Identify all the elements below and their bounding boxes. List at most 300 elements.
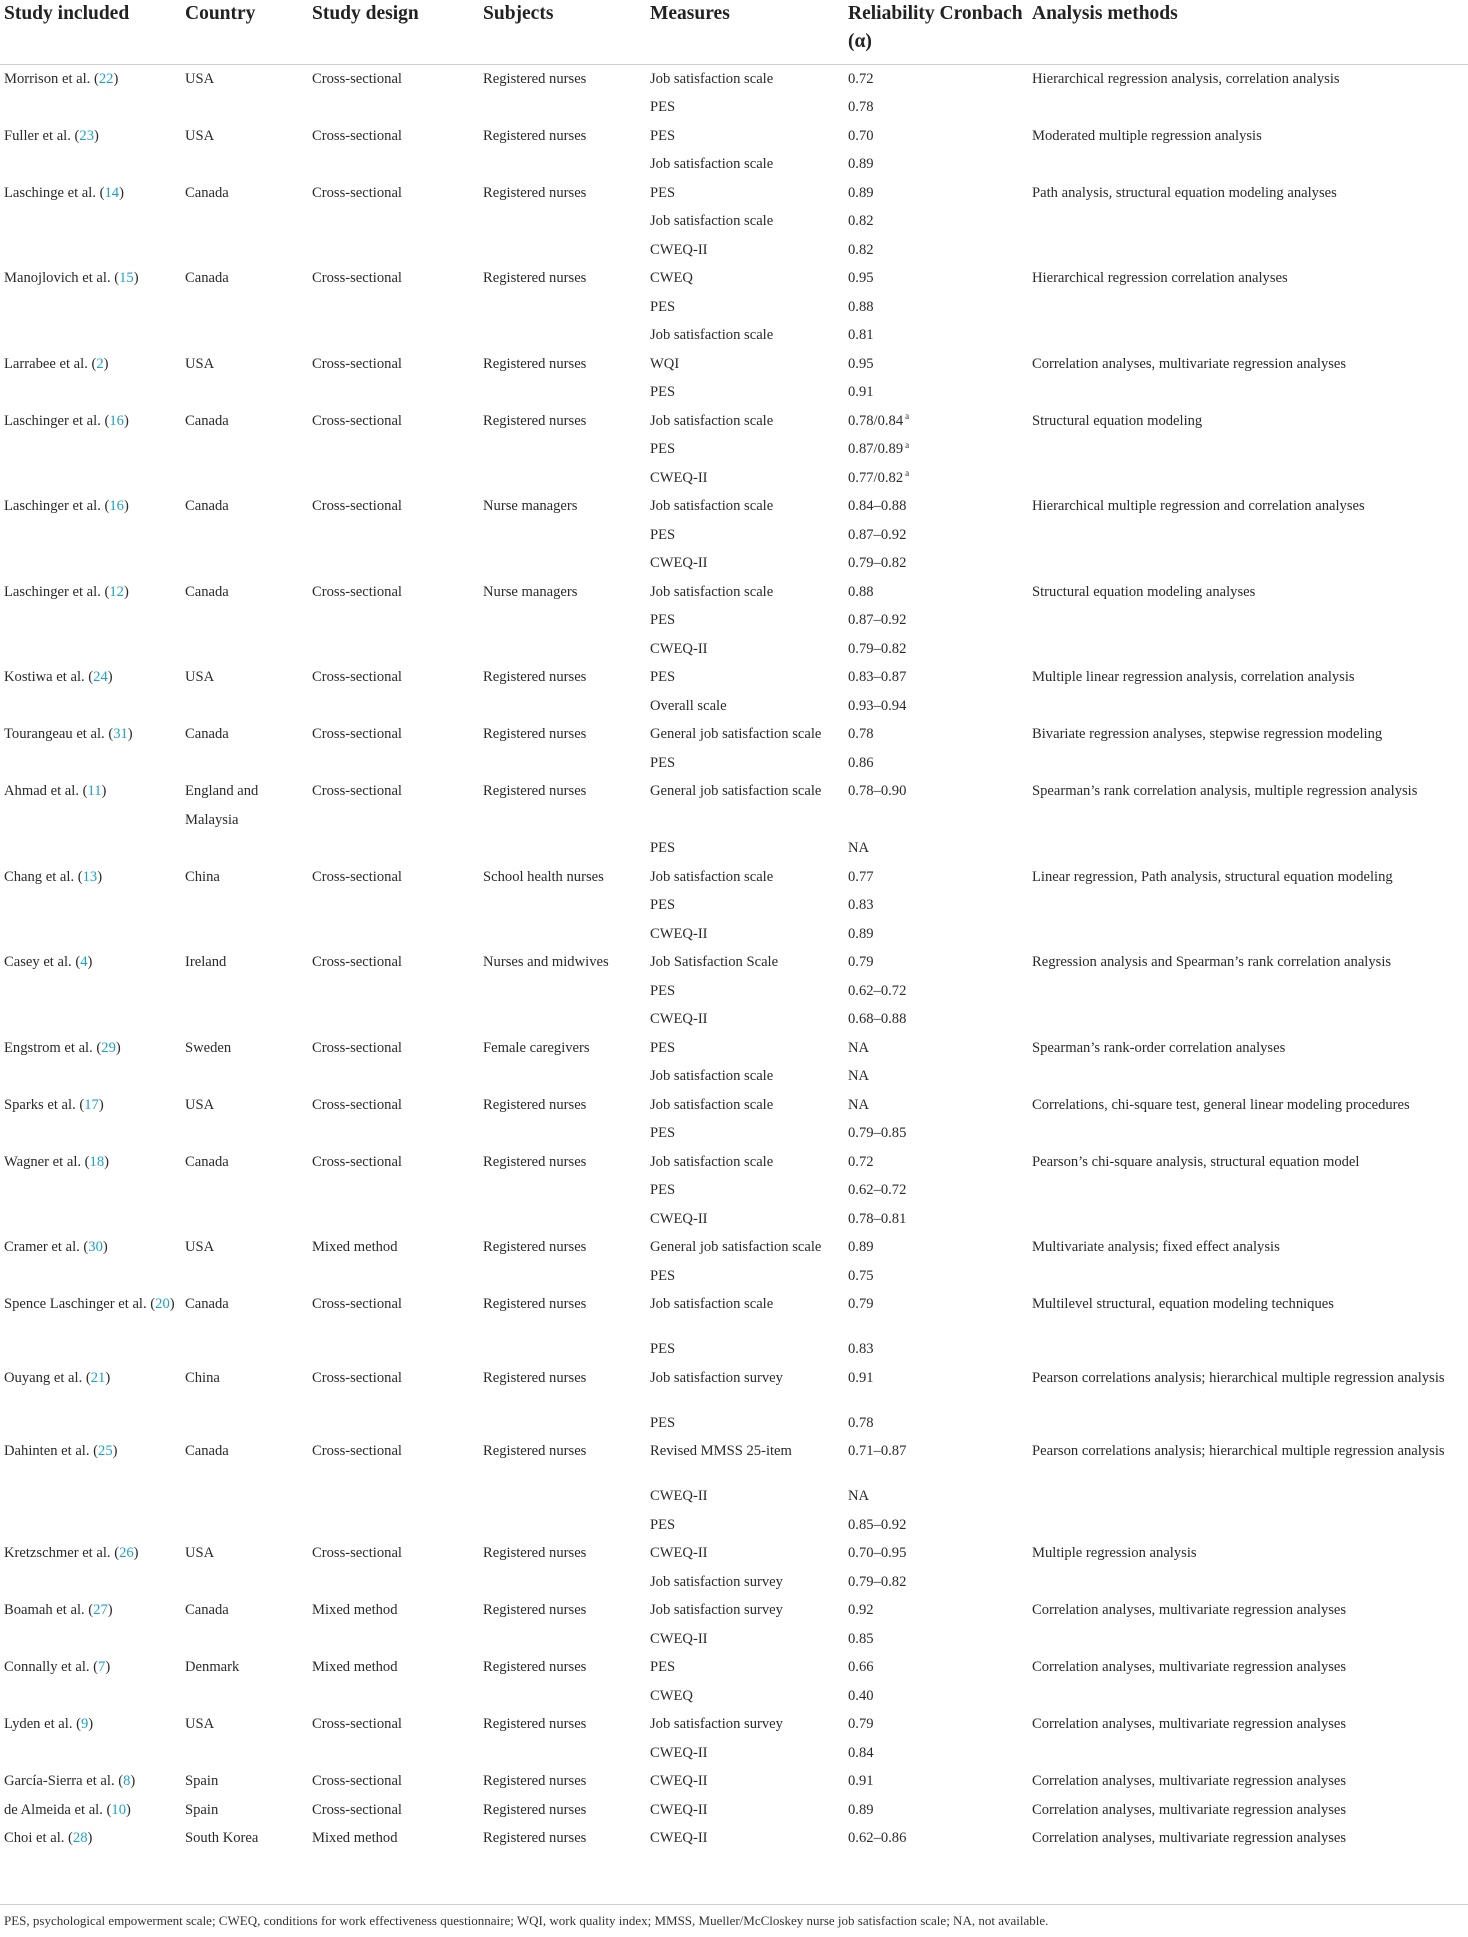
- reliability-value: 0.83: [848, 897, 874, 914]
- cell-reliability: [848, 150, 1032, 179]
- cell-country: [185, 635, 312, 664]
- cell-study-design: [312, 891, 483, 920]
- cell-country: USA: [185, 669, 215, 686]
- cell-study: [0, 1682, 185, 1711]
- cell-study: [0, 1596, 185, 1625]
- reliability-value: 0.79–0.82: [848, 555, 907, 572]
- reliability-value: 0.79: [848, 954, 874, 971]
- cell-reliability: [848, 1409, 1032, 1438]
- cell-study: [0, 350, 185, 379]
- cell-analysis: [1032, 521, 1468, 550]
- cell-measure: Job satisfaction scale: [650, 1068, 774, 1085]
- cell-study-design: [312, 207, 483, 236]
- cell-study: [0, 407, 185, 436]
- cell-subjects: [483, 749, 650, 778]
- cell-study: [0, 1148, 185, 1177]
- close-paren: ): [127, 726, 133, 743]
- reliability-value: 0.62–0.72: [848, 1182, 907, 1199]
- cell-subjects: Registered nurses: [483, 1239, 587, 1256]
- cell-study: [0, 65, 185, 94]
- cell-analysis: Structural equation modeling: [1032, 412, 1203, 429]
- cell-subjects: Registered nurses: [483, 1153, 587, 1170]
- cell-reliability: [848, 1335, 1032, 1364]
- cell-country: [185, 435, 312, 464]
- reliability-value: 0.77: [848, 868, 874, 885]
- cell-measure: Job satisfaction scale: [650, 156, 774, 173]
- cell-subjects: [483, 521, 650, 550]
- study-name: Ahmad et al. (: [4, 783, 88, 800]
- header-subjects: Subjects: [483, 0, 650, 65]
- cell-analysis: Multiple linear regression analysis, correlation analysis: [1032, 669, 1355, 686]
- cell-study-design: Cross-sectional: [312, 184, 402, 201]
- reference-link[interactable]: 2: [96, 355, 104, 372]
- cell-study-design: Cross-sectional: [312, 1039, 402, 1056]
- reference-link[interactable]: 29: [101, 1039, 116, 1056]
- cell-country: [185, 293, 312, 322]
- cell-country: [185, 1409, 312, 1438]
- cell-measure: CWEQ-II: [650, 241, 708, 258]
- reliability-value: NA: [848, 1096, 870, 1113]
- cell-study-design: [312, 1335, 483, 1364]
- cell-subjects: Female caregivers: [483, 1039, 590, 1056]
- table-row: [0, 1682, 1468, 1711]
- cell-reliability: [848, 1005, 1032, 1034]
- cell-study: [0, 435, 185, 464]
- reliability-value: 0.95: [848, 270, 874, 287]
- cell-study-design: [312, 1739, 483, 1768]
- close-paren: ): [107, 669, 113, 686]
- cell-analysis: [1032, 1568, 1468, 1597]
- cell-reliability: [848, 977, 1032, 1005]
- table-row: [0, 1796, 1468, 1825]
- reference-link[interactable]: 9: [81, 1716, 89, 1733]
- cell-reliability: [848, 1062, 1032, 1091]
- bottom-rule: [0, 1904, 1468, 1905]
- cell-subjects: Registered nurses: [483, 1443, 587, 1460]
- cell-reliability: [848, 264, 1032, 293]
- cell-measure: CWEQ: [650, 1687, 693, 1704]
- cell-analysis: [1032, 606, 1468, 635]
- cell-subjects: School health nurses: [483, 868, 604, 885]
- reference-link[interactable]: 25: [98, 1443, 113, 1460]
- close-paren: ): [130, 1773, 136, 1790]
- cell-country: Spain: [185, 1801, 219, 1818]
- header-analysis: Analysis methods: [1032, 0, 1468, 65]
- table-row: [0, 1625, 1468, 1654]
- cell-study-design: [312, 692, 483, 721]
- close-paren: ): [97, 868, 103, 885]
- cell-study: [0, 236, 185, 265]
- cell-study-design: Mixed method: [312, 1602, 398, 1619]
- close-paren: ): [105, 1369, 111, 1386]
- cell-country: [185, 1625, 312, 1654]
- study-name: Laschinge et al. (: [4, 184, 105, 201]
- cell-analysis: Correlation analyses, multivariate regression analyses: [1032, 1602, 1347, 1619]
- footnote-marker: a: [905, 468, 910, 479]
- reliability-value: 0.70–0.95: [848, 1545, 907, 1562]
- cell-study-design: Cross-sectional: [312, 498, 402, 515]
- reference-link[interactable]: 22: [98, 71, 114, 87]
- study-name: Boamah et al. (: [4, 1602, 94, 1619]
- cell-measure: General job satisfaction scale: [650, 1239, 822, 1256]
- table-row: [0, 635, 1468, 664]
- cell-subjects: [483, 1335, 650, 1364]
- cell-analysis: [1032, 549, 1468, 578]
- cell-analysis: Pearson’s chi-square analysis, structural equation model: [1032, 1153, 1360, 1170]
- cell-study: [0, 1739, 185, 1768]
- cell-study: [0, 1767, 185, 1796]
- cell-analysis: Spearman’s rank correlation analysis, multiple regression analysis: [1032, 783, 1418, 800]
- cell-study-design: Cross-sectional: [312, 71, 402, 87]
- reference-link[interactable]: 8: [123, 1773, 131, 1790]
- cell-reliability: [848, 1682, 1032, 1711]
- cell-country: USA: [185, 355, 215, 372]
- cell-reliability: [848, 1739, 1032, 1768]
- cell-reliability: [848, 1290, 1032, 1335]
- table-row: [0, 1824, 1468, 1853]
- reliability-value: 0.79–0.82: [848, 640, 907, 657]
- cell-study: [0, 749, 185, 778]
- cell-reliability: [848, 435, 1032, 464]
- cell-measure: PES: [650, 840, 676, 857]
- cell-measure: Job satisfaction scale: [650, 1096, 774, 1113]
- reference-link[interactable]: 30: [88, 1239, 103, 1256]
- reliability-value: 0.78–0.81: [848, 1210, 907, 1227]
- close-paren: ): [112, 1443, 118, 1460]
- cell-subjects: [483, 1005, 650, 1034]
- cell-study: [0, 1710, 185, 1739]
- cell-study-design: Cross-sectional: [312, 669, 402, 686]
- footnote-marker: a: [905, 439, 910, 450]
- table-row: [0, 321, 1468, 350]
- table-row: [0, 464, 1468, 493]
- cell-measure: CWEQ-II: [650, 1744, 708, 1761]
- cell-analysis: Correlation analyses, multivariate regression analyses: [1032, 1801, 1347, 1818]
- cell-study: [0, 692, 185, 721]
- cell-subjects: Registered nurses: [483, 1801, 587, 1818]
- cell-subjects: [483, 606, 650, 635]
- cell-measure: Job satisfaction survey: [650, 1573, 783, 1590]
- cell-subjects: [483, 891, 650, 920]
- cell-study: [0, 1482, 185, 1511]
- cell-measure: Job satisfaction scale: [650, 213, 774, 230]
- cell-reliability: [848, 1148, 1032, 1177]
- cell-country: Ireland: [185, 954, 227, 971]
- cell-measure: CWEQ-II: [650, 1630, 708, 1647]
- cell-reliability: [848, 920, 1032, 949]
- table-row: [0, 891, 1468, 920]
- cell-study: [0, 1796, 185, 1825]
- cell-country: [185, 1739, 312, 1768]
- reference-link[interactable]: 17: [84, 1096, 99, 1113]
- reliability-value: NA: [848, 1039, 870, 1056]
- reference-link[interactable]: 12: [109, 583, 124, 600]
- cell-study: [0, 1539, 185, 1568]
- reference-link[interactable]: 31: [113, 726, 128, 743]
- cell-subjects: [483, 635, 650, 664]
- reliability-value: 0.84–0.88: [848, 498, 907, 515]
- cell-reliability: [848, 407, 1032, 436]
- cell-subjects: Nurse managers: [483, 583, 578, 600]
- cell-study-design: Cross-sectional: [312, 1296, 402, 1313]
- reliability-value: 0.86: [848, 754, 874, 771]
- study-name: Laschinger et al. (: [4, 498, 110, 515]
- table-row: [0, 1364, 1468, 1409]
- cell-study: [0, 863, 185, 892]
- cell-study-design: [312, 1482, 483, 1511]
- cell-analysis: Multilevel structural, equation modeling techniques: [1032, 1296, 1334, 1313]
- cell-reliability: [848, 350, 1032, 379]
- reference-link[interactable]: 27: [93, 1602, 108, 1619]
- reference-link[interactable]: 16: [109, 498, 124, 515]
- cell-reliability: [848, 863, 1032, 892]
- cell-reliability: [848, 492, 1032, 521]
- reference-link[interactable]: 4: [80, 954, 88, 971]
- cell-reliability: [848, 464, 1032, 493]
- cell-subjects: [483, 1739, 650, 1768]
- study-name: Casey et al. (: [4, 954, 81, 971]
- cell-study: [0, 948, 185, 977]
- close-paren: ): [102, 1239, 108, 1256]
- cell-subjects: [483, 207, 650, 236]
- cell-reliability: [848, 1511, 1032, 1540]
- reference-link[interactable]: 7: [98, 1659, 106, 1676]
- cell-study-design: Cross-sectional: [312, 1369, 402, 1386]
- cell-study-design: [312, 150, 483, 179]
- cell-study-design: [312, 1205, 483, 1234]
- table-row: [0, 435, 1468, 464]
- cell-reliability: [848, 1568, 1032, 1597]
- cell-reliability: [848, 720, 1032, 749]
- cell-country: [185, 236, 312, 265]
- table-body: [0, 65, 1468, 1853]
- table-row: [0, 1148, 1468, 1177]
- cell-study-design: [312, 1005, 483, 1034]
- reliability-value: 0.85: [848, 1630, 874, 1647]
- reliability-value: 0.79–0.82: [848, 1573, 907, 1590]
- cell-country: [185, 1335, 312, 1364]
- cell-measure: PES: [650, 612, 676, 629]
- cell-measure: PES: [650, 1182, 676, 1199]
- close-paren: ): [123, 583, 129, 600]
- reference-link[interactable]: 14: [104, 184, 120, 201]
- cell-analysis: Hierarchical regression correlation analyses: [1032, 270, 1288, 287]
- cell-reliability: [848, 1233, 1032, 1262]
- reference-link[interactable]: 16: [109, 412, 124, 429]
- cell-analysis: Multivariate analysis; fixed effect analysis: [1032, 1239, 1280, 1256]
- cell-measure: PES: [650, 1267, 676, 1284]
- cell-country: Spain: [185, 1773, 219, 1790]
- cell-measure: Revised MMSS 25-item: [650, 1443, 792, 1460]
- close-paren: ): [123, 498, 129, 515]
- cell-study: [0, 1653, 185, 1682]
- reference-link[interactable]: 10: [111, 1801, 126, 1818]
- cell-study-design: [312, 293, 483, 322]
- cell-subjects: [483, 435, 650, 464]
- cell-reliability: [848, 236, 1032, 265]
- cell-analysis: [1032, 692, 1468, 721]
- cell-analysis: Path analysis, structural equation modeling analyses: [1032, 184, 1337, 201]
- table-row: [0, 150, 1468, 179]
- table-row: [0, 1511, 1468, 1540]
- study-name: Sparks et al. (: [4, 1096, 85, 1113]
- cell-analysis: [1032, 1176, 1468, 1205]
- cell-measure: PES: [650, 441, 676, 458]
- cell-subjects: Registered nurses: [483, 669, 587, 686]
- reference-link[interactable]: 11: [87, 783, 102, 800]
- study-name: Kostiwa et al. (: [4, 669, 94, 686]
- cell-analysis: [1032, 1205, 1468, 1234]
- reliability-value: 0.72: [848, 1153, 874, 1170]
- cell-study: [0, 777, 185, 834]
- cell-analysis: [1032, 891, 1468, 920]
- cell-study-design: [312, 236, 483, 265]
- reliability-value: 0.89: [848, 1801, 874, 1818]
- cell-reliability: [848, 891, 1032, 920]
- cell-analysis: [1032, 1409, 1468, 1438]
- cell-analysis: [1032, 920, 1468, 949]
- reliability-value: 0.79: [848, 1716, 874, 1733]
- cell-analysis: [1032, 1482, 1468, 1511]
- close-paren: ): [133, 270, 139, 287]
- cell-reliability: [848, 179, 1032, 208]
- cell-analysis: [1032, 1625, 1468, 1654]
- cell-analysis: [1032, 1062, 1468, 1091]
- table-row: [0, 1409, 1468, 1438]
- reference-link[interactable]: 23: [79, 127, 94, 144]
- reliability-value: 0.91: [848, 1369, 874, 1386]
- cell-measure: PES: [650, 99, 676, 116]
- study-name: Laschinger et al. (: [4, 412, 110, 429]
- reference-link[interactable]: 28: [72, 1830, 88, 1847]
- table-row: [0, 236, 1468, 265]
- cell-study-design: Cross-sectional: [312, 1443, 402, 1460]
- cell-study: [0, 720, 185, 749]
- cell-study-design: Cross-sectional: [312, 127, 402, 144]
- study-name: Ouyang et al. (: [4, 1369, 91, 1386]
- cell-study-design: [312, 549, 483, 578]
- cell-subjects: [483, 1262, 650, 1291]
- cell-study-design: [312, 977, 483, 1005]
- cell-study-design: Cross-sectional: [312, 783, 402, 800]
- reliability-value: 0.87/0.89: [848, 441, 904, 458]
- cell-analysis: [1032, 207, 1468, 236]
- cell-analysis: [1032, 435, 1468, 464]
- cell-analysis: Pearson correlations analysis; hierarchical multiple regression analysis: [1032, 1369, 1445, 1386]
- cell-reliability: [848, 948, 1032, 977]
- cell-country: USA: [185, 71, 215, 87]
- cell-study: [0, 1176, 185, 1205]
- cell-country: Canada: [185, 184, 229, 201]
- close-paren: ): [103, 355, 109, 372]
- table-row: [0, 1767, 1468, 1796]
- cell-subjects: Registered nurses: [483, 1096, 587, 1113]
- cell-study: [0, 1233, 185, 1262]
- cell-country: [185, 606, 312, 635]
- table-row: [0, 606, 1468, 635]
- reference-link[interactable]: 18: [89, 1153, 105, 1170]
- table-row: [0, 1568, 1468, 1597]
- cell-study-design: Mixed method: [312, 1830, 398, 1847]
- cell-measure: Job satisfaction scale: [650, 1153, 774, 1170]
- reliability-value: 0.93–0.94: [848, 697, 907, 714]
- cell-measure: PES: [650, 1414, 676, 1431]
- close-paren: ): [101, 783, 107, 800]
- cell-country: [185, 920, 312, 949]
- cell-measure: PES: [650, 1659, 676, 1676]
- cell-measure: PES: [650, 1516, 676, 1533]
- header-measures: Measures: [650, 0, 848, 65]
- cell-country: China: [185, 1369, 220, 1386]
- cell-reliability: [848, 207, 1032, 236]
- cell-study: [0, 920, 185, 949]
- cell-reliability: [848, 1437, 1032, 1482]
- cell-study-design: [312, 321, 483, 350]
- cell-reliability: [848, 692, 1032, 721]
- reliability-value: 0.82: [848, 213, 874, 230]
- cell-study-design: Cross-sectional: [312, 355, 402, 372]
- cell-subjects: Registered nurses: [483, 71, 587, 87]
- study-name: Tourangeau et al. (: [4, 726, 114, 743]
- cell-reliability: [848, 65, 1032, 94]
- reliability-value: 0.83–0.87: [848, 669, 907, 686]
- table-row: [0, 1205, 1468, 1234]
- reliability-value: 0.78/0.84: [848, 412, 904, 429]
- cell-study: [0, 1824, 185, 1853]
- table-row: [0, 1119, 1468, 1148]
- cell-country: [185, 834, 312, 863]
- reference-link[interactable]: 26: [119, 1545, 134, 1562]
- cell-measure: WQI: [650, 355, 680, 372]
- cell-subjects: Registered nurses: [483, 783, 587, 800]
- cell-study: [0, 321, 185, 350]
- reliability-value: 0.84: [848, 1744, 874, 1761]
- cell-measure: CWEQ-II: [650, 1545, 708, 1562]
- cell-measure: Job Satisfaction Scale: [650, 954, 779, 971]
- table-row: [0, 777, 1468, 834]
- cell-country: Canada: [185, 1296, 229, 1313]
- cell-analysis: [1032, 321, 1468, 350]
- cell-study: [0, 1091, 185, 1120]
- cell-study: [0, 93, 185, 122]
- study-name: Engstrom et al. (: [4, 1039, 102, 1056]
- cell-analysis: [1032, 1005, 1468, 1034]
- table-row: [0, 720, 1468, 749]
- cell-subjects: [483, 1119, 650, 1148]
- cell-analysis: [1032, 1262, 1468, 1291]
- cell-measure: CWEQ: [650, 270, 693, 287]
- table-row: [0, 1653, 1468, 1682]
- reference-link[interactable]: 13: [82, 868, 98, 885]
- cell-study-design: [312, 606, 483, 635]
- reference-link[interactable]: 21: [90, 1369, 106, 1386]
- reliability-value: 0.83: [848, 1341, 874, 1358]
- reference-link[interactable]: 20: [155, 1296, 170, 1313]
- cell-subjects: [483, 1625, 650, 1654]
- reference-link[interactable]: 15: [119, 270, 134, 287]
- cell-subjects: Registered nurses: [483, 184, 587, 201]
- cell-measure: PES: [650, 184, 676, 201]
- reliability-value: 0.89: [848, 1239, 874, 1256]
- cell-reliability: [848, 1710, 1032, 1739]
- cell-analysis: Correlation analyses, multivariate regression analyses: [1032, 1659, 1347, 1676]
- reliability-value: 0.79: [848, 1296, 874, 1313]
- cell-study: [0, 1625, 185, 1654]
- reference-link[interactable]: 24: [93, 669, 108, 686]
- table-row: [0, 1739, 1468, 1768]
- cell-subjects: [483, 1176, 650, 1205]
- table-row: [0, 1335, 1468, 1364]
